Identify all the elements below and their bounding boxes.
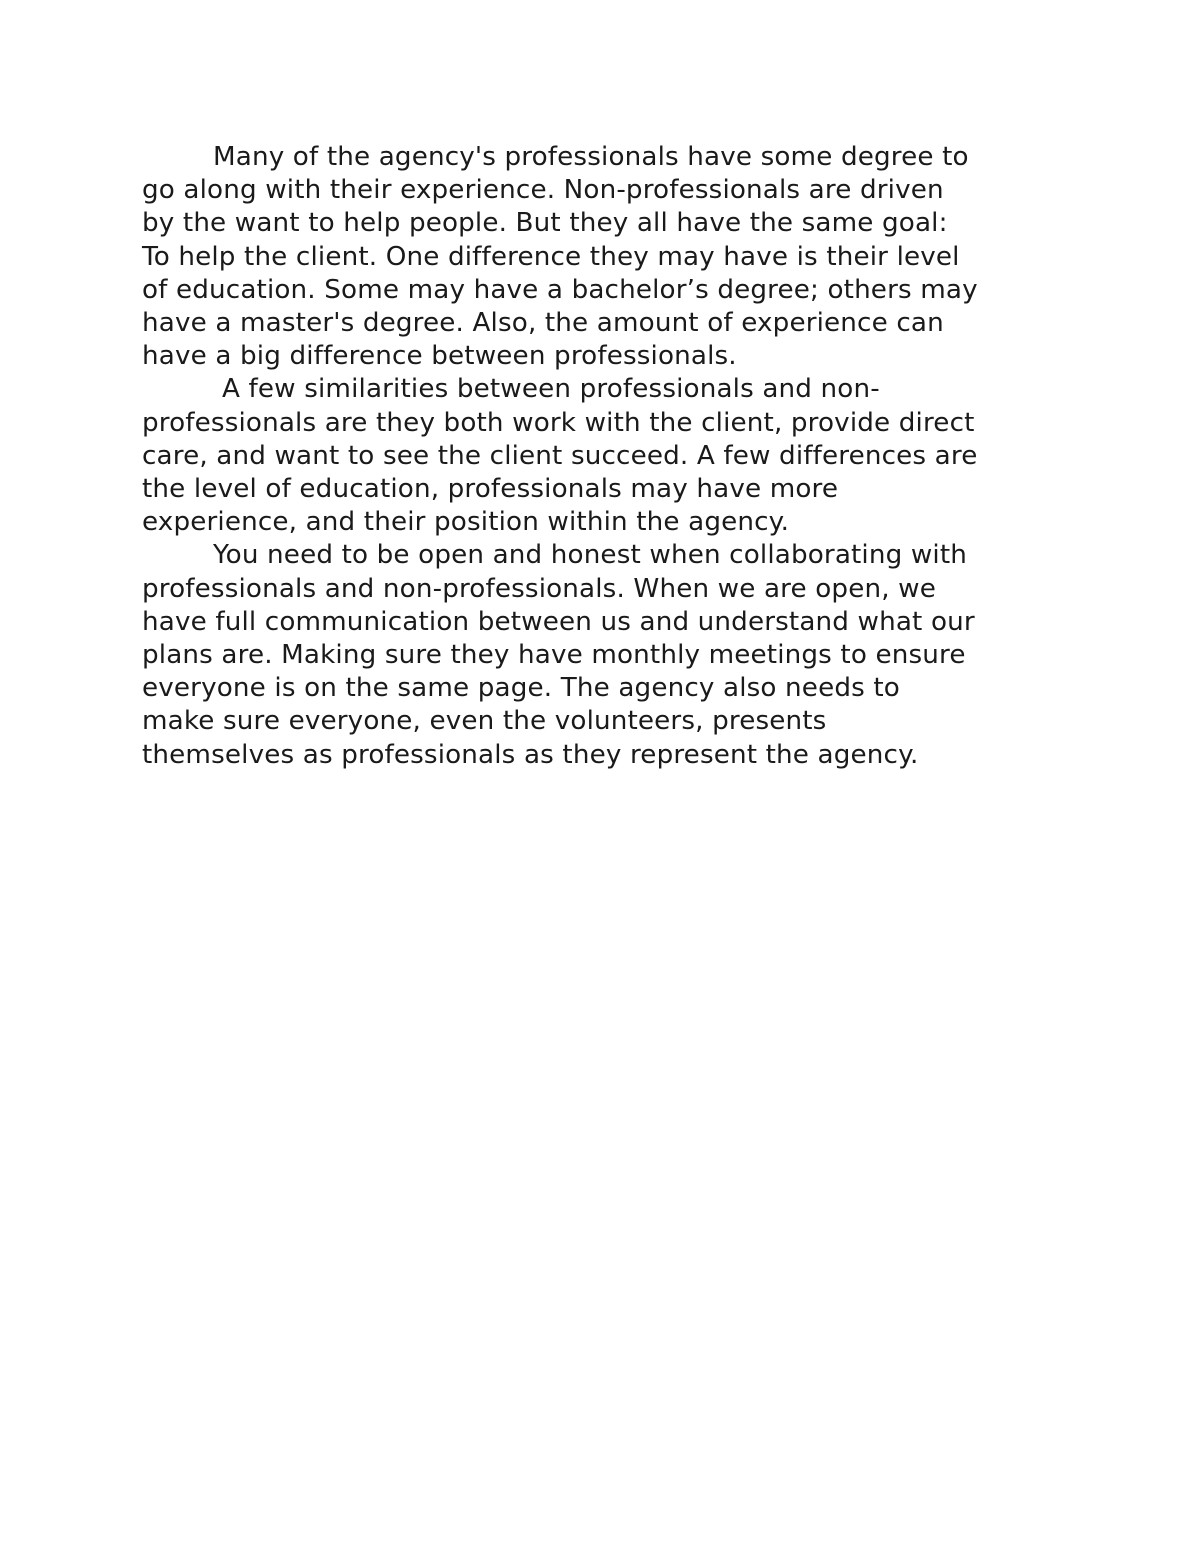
paragraph-1 xyxy=(142,141,1072,373)
paragraph-line: You need to be open and honest when collaborating with xyxy=(213,540,968,571)
paragraph-line: have a master's degree. Also, the amount of experience can xyxy=(142,308,944,339)
paragraph-line: care, and want to see the client succeed. A few differences are xyxy=(142,440,978,471)
paragraph-2 xyxy=(142,373,1072,539)
paragraph-3 xyxy=(142,539,1072,771)
paragraph-line: Many of the agency's professionals have some degree to xyxy=(213,142,969,172)
paragraph-line: of education. Some may have a bachelor’s degree; others may xyxy=(142,274,978,305)
document-body xyxy=(142,141,1072,772)
paragraph-line: everyone is on the same page. The agency also needs to xyxy=(142,673,900,704)
paragraph-line: have full communication between us and understand what our xyxy=(142,606,975,637)
paragraph-line: go along with their experience. Non-professionals are driven xyxy=(142,175,944,206)
paragraph-line: experience, and their position within the agency. xyxy=(142,507,790,538)
paragraph-line: To help the client. One difference they may have is their level xyxy=(142,241,960,272)
paragraph-line: plans are. Making sure they have monthly meetings to ensure xyxy=(142,640,966,671)
paragraph-line: the level of education, professionals may have more xyxy=(142,474,839,505)
paragraph-line: by the want to help people. But they all have the same goal: xyxy=(142,208,948,239)
paragraph-line: professionals are they both work with the client, provide direct xyxy=(142,407,975,438)
paragraph-line: have a big difference between professionals. xyxy=(142,341,737,372)
paragraph-line: make sure everyone, even the volunteers, presents xyxy=(142,706,827,737)
paragraph-line: A few similarities between professionals and non- xyxy=(222,374,880,405)
paragraph-line: professionals and non-professionals. When we are open, we xyxy=(142,573,936,604)
paragraph-line: themselves as professionals as they represent the agency. xyxy=(142,739,919,770)
